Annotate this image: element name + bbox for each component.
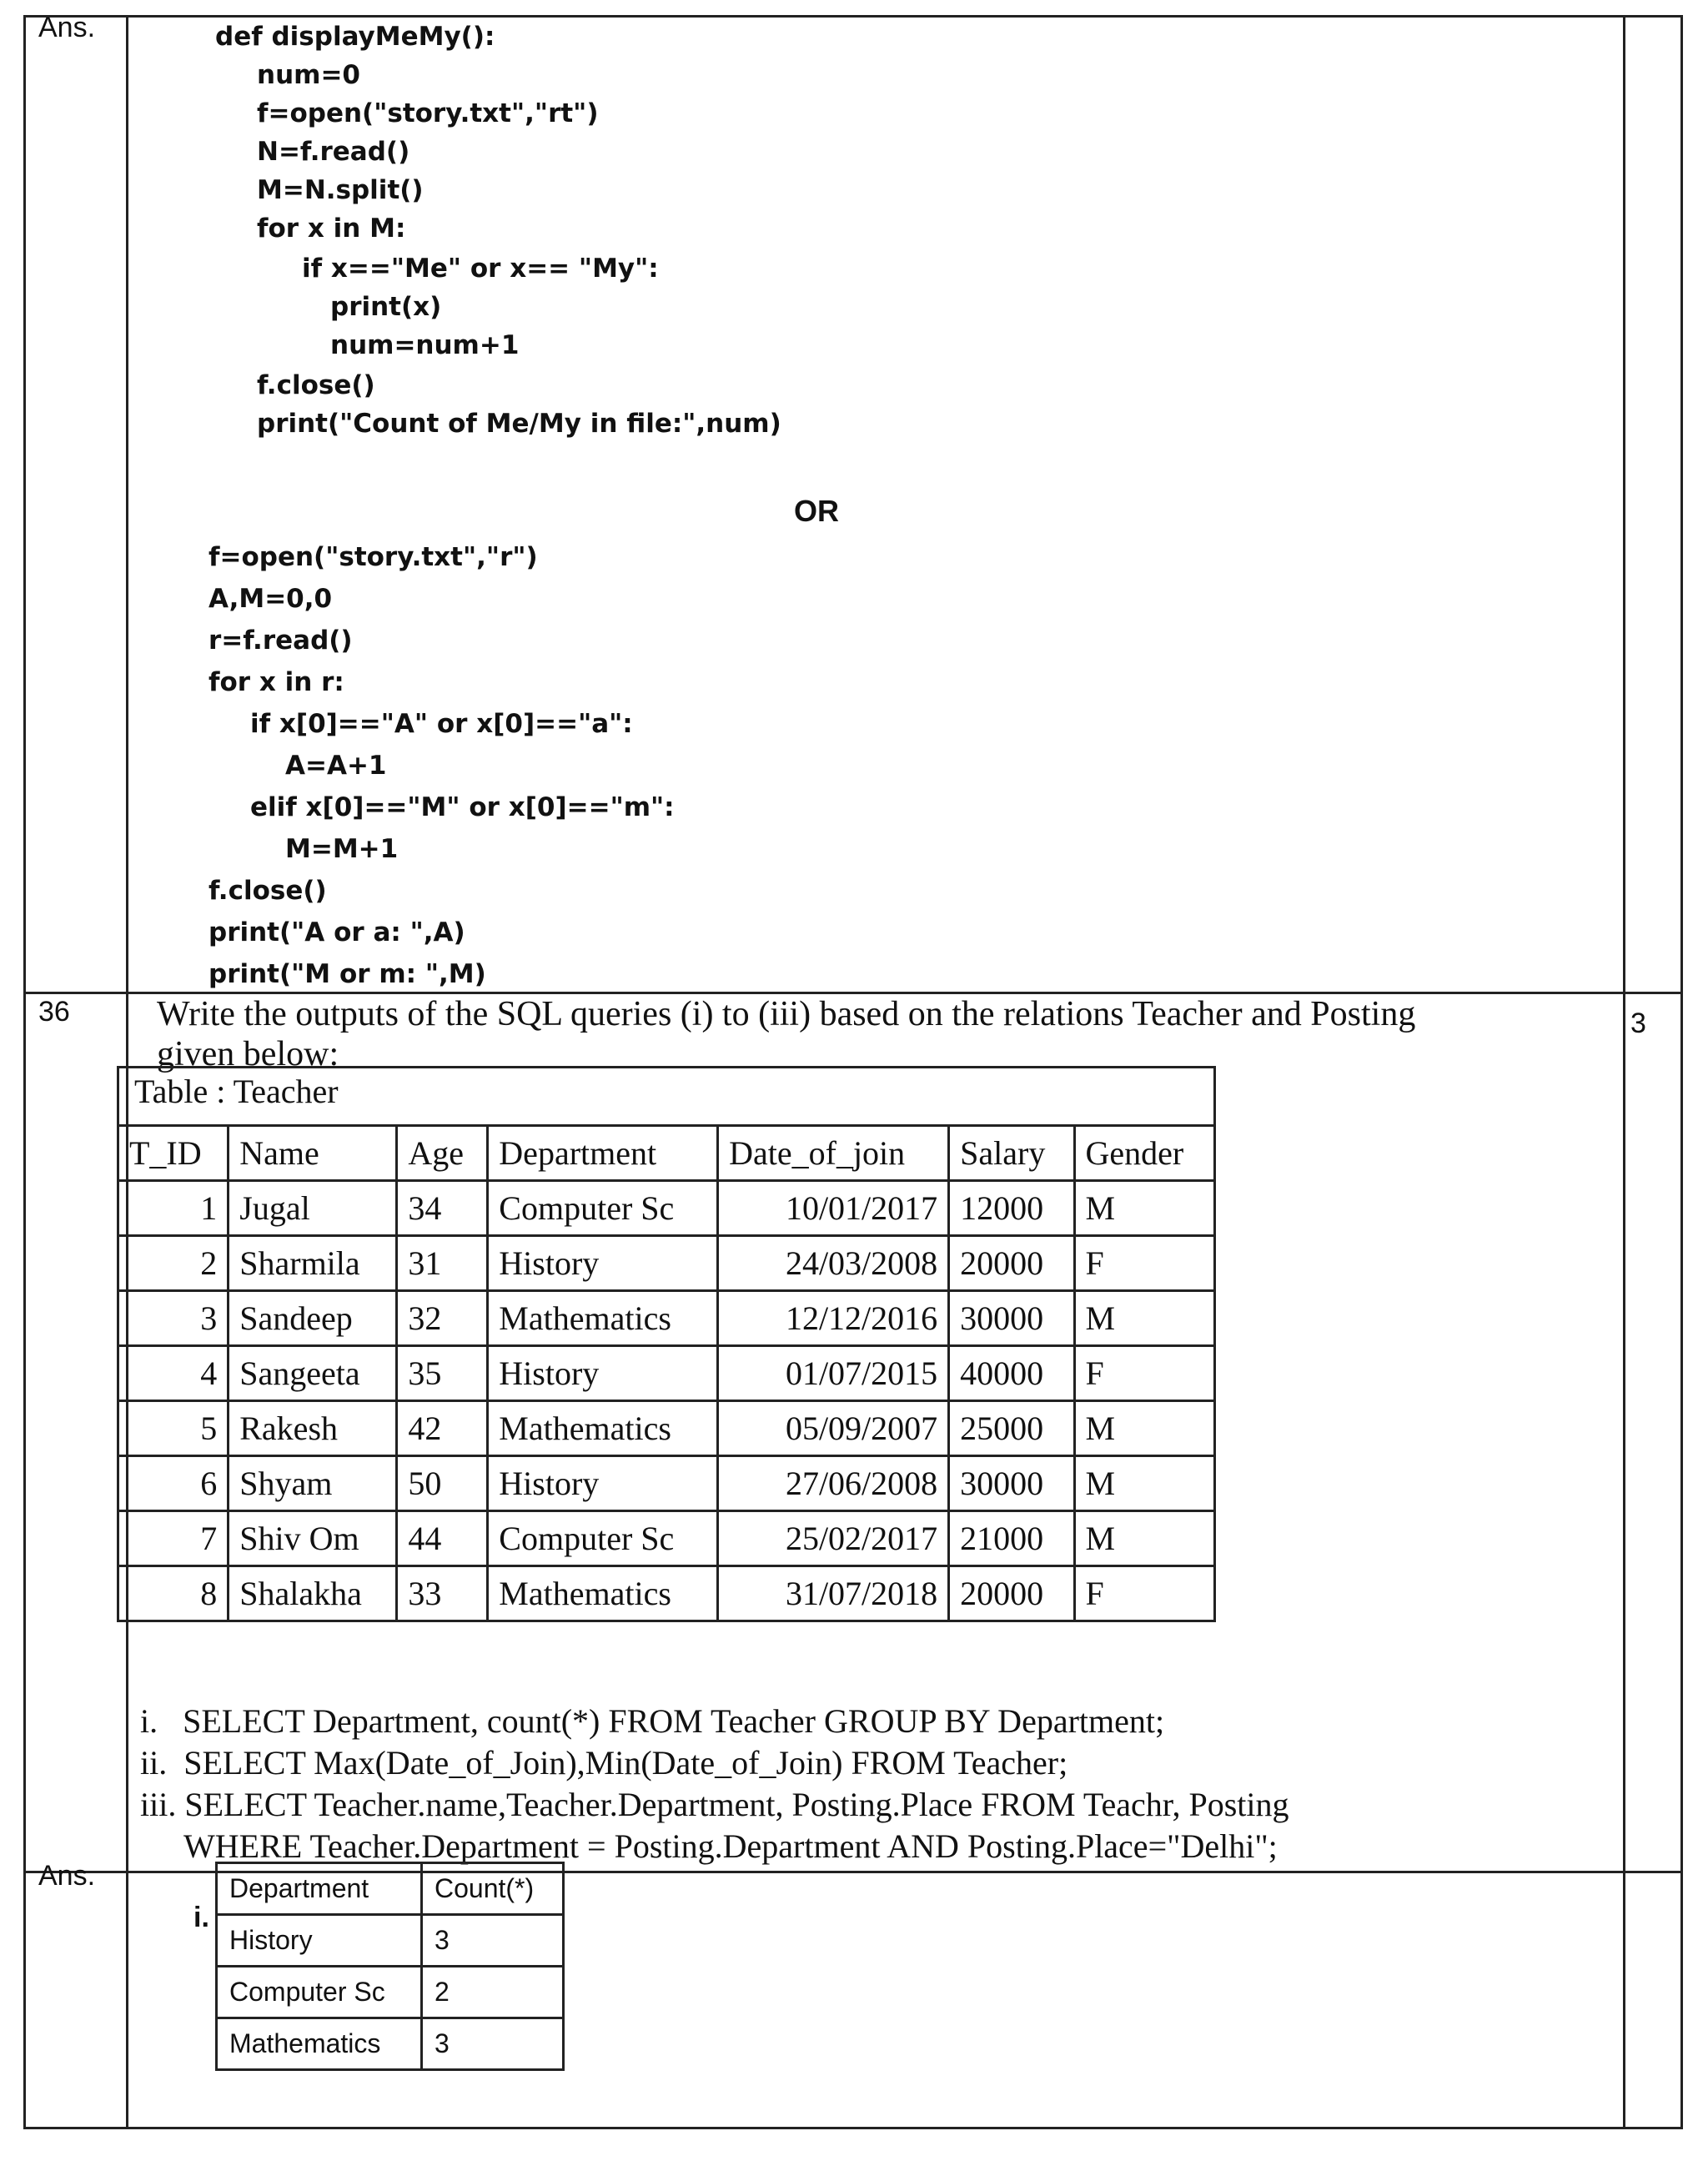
code1-line: f.close() [257, 370, 375, 400]
cell-date-of-join: 25/02/2017 [718, 1511, 949, 1566]
code1-line: if x=="Me" or x== "My": [302, 254, 659, 284]
cell-age: 34 [397, 1181, 488, 1236]
cell-age: 35 [397, 1346, 488, 1401]
code2-line: for x in r: [208, 667, 344, 697]
teacher-table [117, 1124, 1216, 1622]
code2-line: M=M+1 [285, 834, 399, 864]
cell-gender: M [1074, 1181, 1214, 1236]
cell-gender: F [1074, 1346, 1214, 1401]
header-salary: Salary [949, 1126, 1074, 1181]
cell-t-id: 2 [118, 1236, 229, 1291]
cell-age: 33 [397, 1566, 488, 1621]
table-row [118, 1511, 1215, 1566]
sql-query-iii-cont: WHERE Teacher.Department = Posting.Department AND Posting.Place="Delhi"; [183, 1827, 1278, 1865]
table-row [118, 1401, 1215, 1456]
marks-label: 3 [1630, 1008, 1646, 1039]
cell-gender: M [1074, 1456, 1214, 1511]
answer-cell-count: 3 [422, 2018, 564, 2070]
cell-gender: M [1074, 1511, 1214, 1566]
cell-t-id: 7 [118, 1511, 229, 1566]
code1-line: num=0 [257, 60, 360, 90]
answer-table [215, 1862, 565, 2071]
cell-department: History [488, 1236, 718, 1291]
cell-department: Mathematics [488, 1401, 718, 1456]
cell-salary: 30000 [949, 1456, 1074, 1511]
cell-department: History [488, 1456, 718, 1511]
cell-date-of-join: 05/09/2007 [718, 1401, 949, 1456]
cell-name: Sangeeta [229, 1346, 397, 1401]
cell-age: 32 [397, 1291, 488, 1346]
answer-cell-count: 2 [422, 1967, 564, 2018]
answer-cell-department: Mathematics [217, 2018, 422, 2070]
cell-name: Rakesh [229, 1401, 397, 1456]
header-department: Department [488, 1126, 718, 1181]
code2-line: A,M=0,0 [208, 584, 333, 614]
cell-department: Mathematics [488, 1291, 718, 1346]
cell-date-of-join: 24/03/2008 [718, 1236, 949, 1291]
cell-salary: 40000 [949, 1346, 1074, 1401]
answer-header-count: Count(*) [422, 1863, 564, 1915]
ans-label-1: Ans. [38, 12, 96, 43]
cell-department: Computer Sc [488, 1511, 718, 1566]
sql-query-i: i. SELECT Department, count(*) FROM Teacher GROUP BY Department; [140, 1702, 1165, 1740]
cell-gender: F [1074, 1236, 1214, 1291]
table-row [118, 1236, 1215, 1291]
cell-t-id: 4 [118, 1346, 229, 1401]
table-row [118, 1291, 1215, 1346]
cell-t-id: 5 [118, 1401, 229, 1456]
cell-date-of-join: 27/06/2008 [718, 1456, 949, 1511]
table-row [217, 1915, 564, 1967]
code2-line: print("A or a: ",A) [208, 917, 465, 947]
code1-line: def displayMeMy(): [215, 22, 495, 52]
code1-line: print("Count of Me/My in file:",num) [257, 409, 781, 439]
cell-salary: 20000 [949, 1236, 1074, 1291]
or-separator: OR [794, 494, 839, 528]
cell-t-id: 6 [118, 1456, 229, 1511]
cell-gender: M [1074, 1401, 1214, 1456]
code1-line: f=open("story.txt","rt") [257, 98, 599, 128]
cell-gender: F [1074, 1566, 1214, 1621]
cell-gender: M [1074, 1291, 1214, 1346]
cell-salary: 12000 [949, 1181, 1074, 1236]
code1-line: N=f.read() [257, 137, 410, 167]
cell-date-of-join: 10/01/2017 [718, 1181, 949, 1236]
cell-salary: 25000 [949, 1401, 1074, 1456]
table-row [118, 1346, 1215, 1401]
sql-query-iii: iii. SELECT Teacher.name,Teacher.Department, Posting.Place FROM Teachr, Posting [140, 1786, 1289, 1823]
cell-department: Computer Sc [488, 1181, 718, 1236]
cell-salary: 21000 [949, 1511, 1074, 1566]
cell-date-of-join: 12/12/2016 [718, 1291, 949, 1346]
question-text-line2: given below: [157, 1035, 339, 1073]
code2-line: f.close() [208, 876, 327, 906]
header-t-id: T_ID [118, 1126, 229, 1181]
table-row [118, 1181, 1215, 1236]
cell-age: 50 [397, 1456, 488, 1511]
code2-line: if x[0]=="A" or x[0]=="a": [250, 709, 633, 739]
table-row [118, 1566, 1215, 1621]
cell-date-of-join: 01/07/2015 [718, 1346, 949, 1401]
sql-query-ii: ii. SELECT Max(Date_of_Join),Min(Date_of_Join) FROM Teacher; [140, 1744, 1068, 1782]
column-divider-right [1623, 18, 1625, 2127]
header-gender: Gender [1074, 1126, 1214, 1181]
cell-name: Jugal [229, 1181, 397, 1236]
code2-line: elif x[0]=="M" or x[0]=="m": [250, 792, 675, 822]
code1-line: M=N.split() [257, 175, 424, 205]
cell-age: 42 [397, 1401, 488, 1456]
teacher-table-caption: Table : Teacher [117, 1066, 1216, 1124]
code1-line: print(x) [330, 292, 442, 322]
cell-department: History [488, 1346, 718, 1401]
cell-name: Sandeep [229, 1291, 397, 1346]
cell-age: 31 [397, 1236, 488, 1291]
cell-date-of-join: 31/07/2018 [718, 1566, 949, 1621]
cell-name: Shalakha [229, 1566, 397, 1621]
code2-line: f=open("story.txt","r") [208, 542, 538, 572]
cell-t-id: 3 [118, 1291, 229, 1346]
code2-line: A=A+1 [285, 751, 387, 781]
cell-salary: 30000 [949, 1291, 1074, 1346]
header-name: Name [229, 1126, 397, 1181]
answer-cell-department: Computer Sc [217, 1967, 422, 2018]
table-row [118, 1456, 1215, 1511]
ans-label-2: Ans. [38, 1860, 96, 1892]
cell-department: Mathematics [488, 1566, 718, 1621]
header-date-of-join: Date_of_join [718, 1126, 949, 1181]
cell-t-id: 1 [118, 1181, 229, 1236]
cell-name: Shiv Om [229, 1511, 397, 1566]
cell-name: Sharmila [229, 1236, 397, 1291]
table-row [217, 2018, 564, 2070]
question-text-line1: Write the outputs of the SQL queries (i) to (iii) based on the relations Teacher and Posting [157, 995, 1416, 1033]
header-age: Age [397, 1126, 488, 1181]
answer-header-department: Department [217, 1863, 422, 1915]
question-number: 36 [38, 996, 70, 1028]
code2-line: r=f.read() [208, 626, 353, 656]
answer-header-row [217, 1863, 564, 1915]
teacher-table-header-row [118, 1126, 1215, 1181]
code1-line: num=num+1 [330, 330, 520, 360]
code2-line: print("M or m: ",M) [208, 959, 486, 989]
cell-salary: 20000 [949, 1566, 1074, 1621]
table-row [217, 1967, 564, 2018]
code1-line: for x in M: [257, 214, 406, 244]
answer-roman-i: i. [193, 1902, 209, 1933]
cell-name: Shyam [229, 1456, 397, 1511]
answer-cell-department: History [217, 1915, 422, 1967]
cell-age: 44 [397, 1511, 488, 1566]
cell-t-id: 8 [118, 1566, 229, 1621]
answer-cell-count: 3 [422, 1915, 564, 1967]
